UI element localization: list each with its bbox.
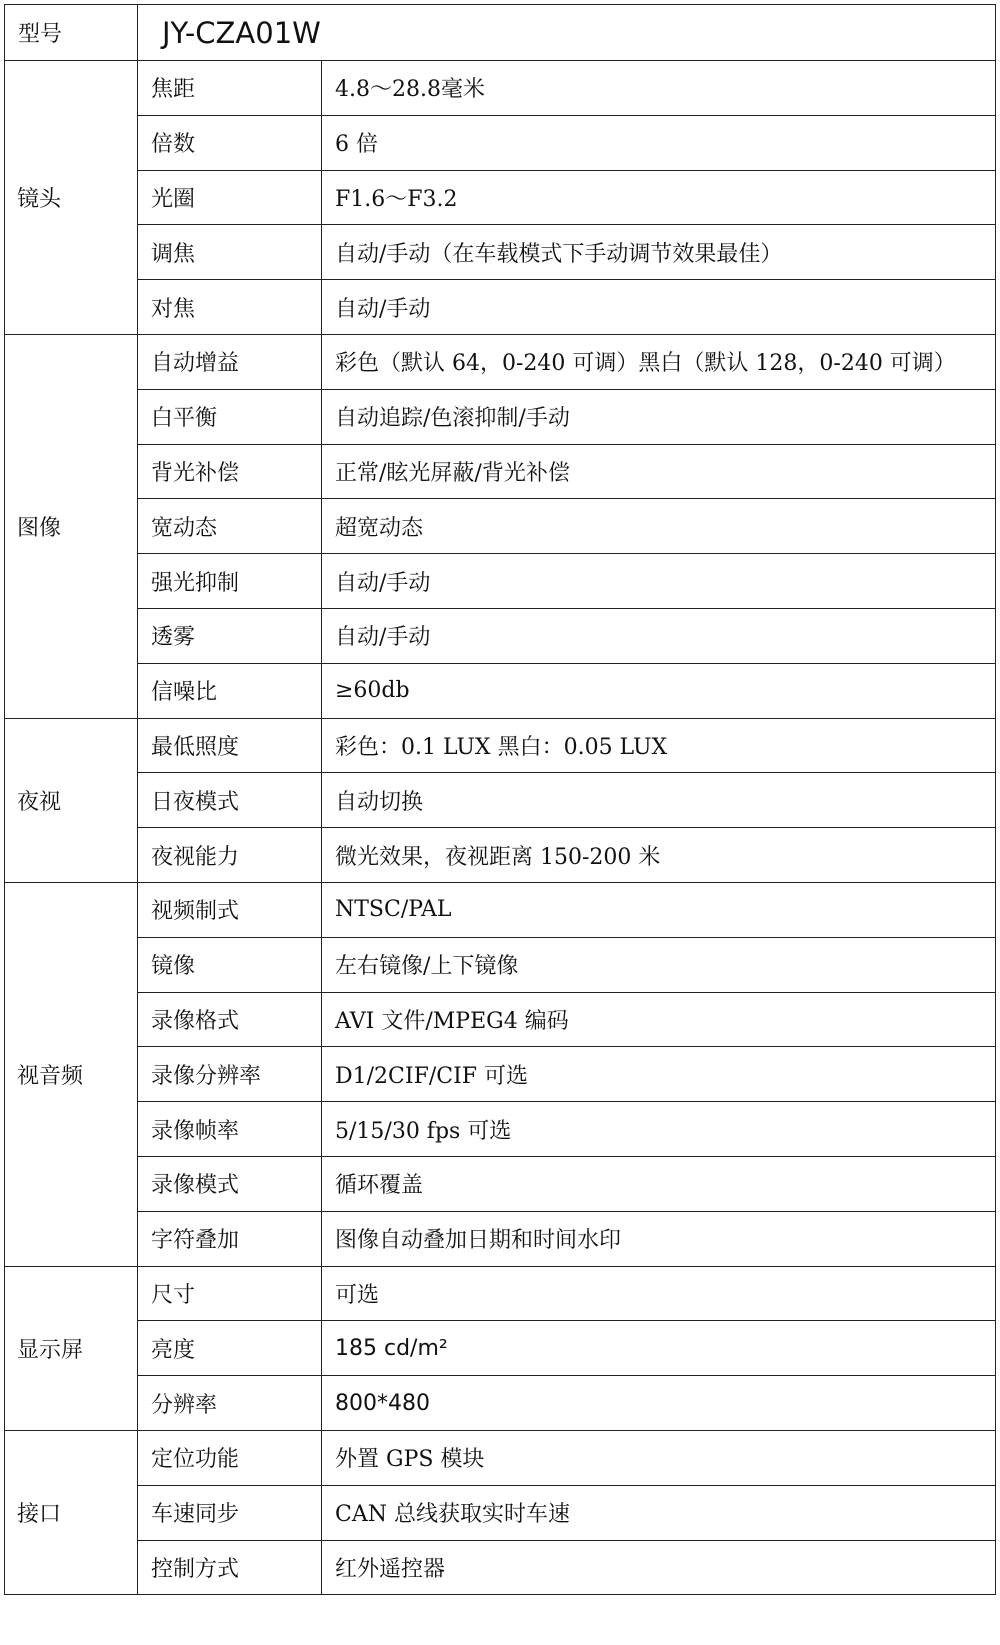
spec-name: 分辨率: [138, 1376, 322, 1431]
spec-name: 录像分辨率: [138, 1047, 322, 1102]
spec-value: ≥60db: [322, 663, 996, 718]
spec-value: 循环覆盖: [322, 1156, 996, 1211]
spec-name: 白平衡: [138, 389, 322, 444]
spec-name: 镜像: [138, 937, 322, 992]
table-row: [5, 828, 996, 883]
spec-name: 录像模式: [138, 1156, 322, 1211]
table-row: [5, 1376, 996, 1431]
table-row: [5, 1430, 996, 1485]
spec-name: 视频制式: [138, 882, 322, 937]
model-value: JY-CZA01W: [138, 5, 996, 61]
table-row: [5, 992, 996, 1047]
spec-value: 自动追踪/色滚抑制/手动: [322, 389, 996, 444]
spec-name: 调焦: [138, 225, 322, 280]
table-row: [5, 115, 996, 170]
spec-name: 背光补偿: [138, 444, 322, 499]
table-row: [5, 718, 996, 773]
spec-name: 强光抑制: [138, 554, 322, 609]
spec-value: 左右镜像/上下镜像: [322, 937, 996, 992]
spec-name: 宽动态: [138, 499, 322, 554]
table-row: [5, 170, 996, 225]
group-label: 显示屏: [5, 1266, 138, 1430]
table-row: [5, 1211, 996, 1266]
spec-value: 红外遥控器: [322, 1540, 996, 1595]
table-row: [5, 334, 996, 389]
spec-value: 5/15/30 fps 可选: [322, 1102, 996, 1157]
table-row: [5, 608, 996, 663]
table-row: [5, 1266, 996, 1321]
table-row: [5, 444, 996, 499]
spec-name: 控制方式: [138, 1540, 322, 1595]
spec-name: 车速同步: [138, 1485, 322, 1540]
table-row: [5, 1485, 996, 1540]
spec-value: 微光效果，夜视距离 150-200 米: [322, 828, 996, 883]
spec-value: 自动/手动（在车载模式下手动调节效果最佳）: [322, 225, 996, 280]
spec-name: 定位功能: [138, 1430, 322, 1485]
table-row: [5, 1321, 996, 1376]
spec-name: 字符叠加: [138, 1211, 322, 1266]
spec-name: 光圈: [138, 170, 322, 225]
spec-value: AVI 文件/MPEG4 编码: [322, 992, 996, 1047]
group-label: 镜头: [5, 61, 138, 335]
spec-name: 日夜模式: [138, 773, 322, 828]
model-label: 型号: [5, 5, 138, 61]
group-label: 视音频: [5, 882, 138, 1266]
spec-name: 倍数: [138, 115, 322, 170]
spec-value: 自动/手动: [322, 280, 996, 335]
spec-value: 正常/眩光屏蔽/背光补偿: [322, 444, 996, 499]
spec-value: 6 倍: [322, 115, 996, 170]
group-label: 接口: [5, 1430, 138, 1594]
spec-name: 透雾: [138, 608, 322, 663]
spec-value: 可选: [322, 1266, 996, 1321]
table-row: [5, 225, 996, 280]
spec-table: [4, 4, 996, 1595]
spec-value: D1/2CIF/CIF 可选: [322, 1047, 996, 1102]
spec-value: F1.6～F3.2: [322, 170, 996, 225]
table-row: [5, 937, 996, 992]
spec-value: NTSC/PAL: [322, 882, 996, 937]
spec-value: 800*480: [322, 1376, 996, 1431]
spec-name: 亮度: [138, 1321, 322, 1376]
table-row: [5, 663, 996, 718]
group-label: 夜视: [5, 718, 138, 882]
spec-value: 自动/手动: [322, 554, 996, 609]
table-row: [5, 499, 996, 554]
table-row: [5, 61, 996, 116]
spec-name: 录像帧率: [138, 1102, 322, 1157]
table-row: [5, 280, 996, 335]
spec-value: 超宽动态: [322, 499, 996, 554]
spec-name: 最低照度: [138, 718, 322, 773]
table-row: [5, 1102, 996, 1157]
table-row: [5, 554, 996, 609]
table-row: [5, 1540, 996, 1595]
table-row: [5, 1047, 996, 1102]
table-row: [5, 1156, 996, 1211]
spec-name: 对焦: [138, 280, 322, 335]
spec-value: CAN 总线获取实时车速: [322, 1485, 996, 1540]
spec-value: 自动/手动: [322, 608, 996, 663]
spec-value: 185 cd/m²: [322, 1321, 996, 1376]
spec-name: 信噪比: [138, 663, 322, 718]
spec-name: 夜视能力: [138, 828, 322, 883]
spec-name: 尺寸: [138, 1266, 322, 1321]
spec-value: 彩色（默认 64，0-240 可调）黑白（默认 128，0-240 可调）: [322, 334, 996, 389]
spec-value: 彩色：0.1 LUX 黑白：0.05 LUX: [322, 718, 996, 773]
table-row: [5, 882, 996, 937]
spec-value: 自动切换: [322, 773, 996, 828]
spec-value: 外置 GPS 模块: [322, 1430, 996, 1485]
group-label: 图像: [5, 334, 138, 718]
spec-name: 录像格式: [138, 992, 322, 1047]
model-row: [5, 5, 996, 61]
spec-value: 图像自动叠加日期和时间水印: [322, 1211, 996, 1266]
spec-name: 自动增益: [138, 334, 322, 389]
spec-value: 4.8～28.8毫米: [322, 61, 996, 116]
spec-name: 焦距: [138, 61, 322, 116]
table-row: [5, 773, 996, 828]
table-row: [5, 389, 996, 444]
